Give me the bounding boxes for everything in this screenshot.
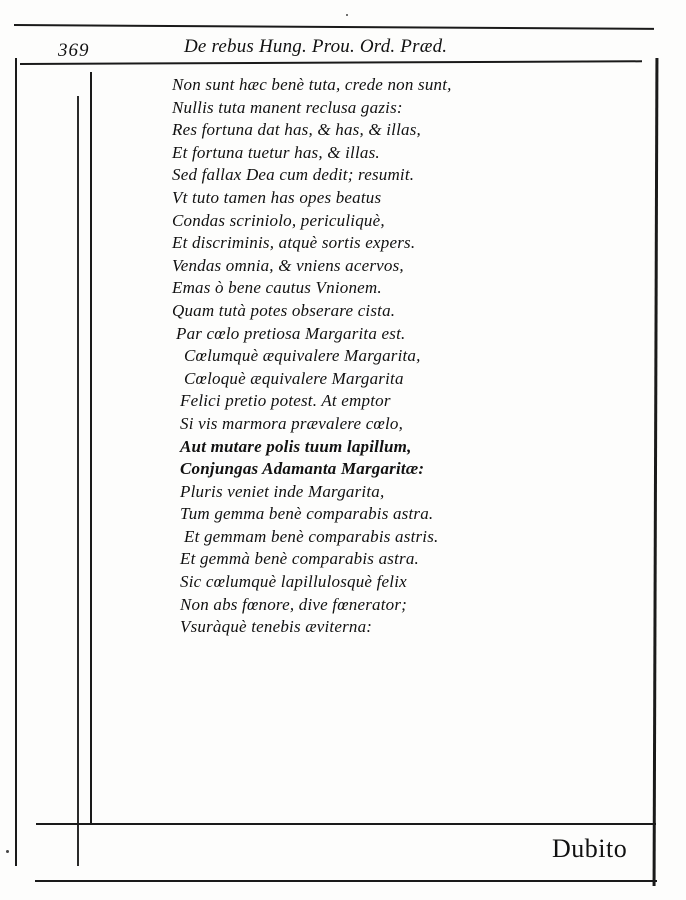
header-rule — [20, 60, 642, 65]
outer-margin-rule — [77, 96, 79, 866]
verse-line: Vsuràquè tenebis æviterna: — [180, 617, 373, 637]
verse-line: Si vis marmora prævalere cœlo, — [180, 413, 404, 433]
page-number: 369 — [58, 40, 90, 61]
verse-line: Sic cœlumquè lapillulosquè felix — [180, 572, 407, 592]
catchword: Dubito — [552, 834, 628, 863]
top-border-rule — [14, 24, 654, 30]
verse-line: Cœlumquè æquivalere Margarita, — [184, 346, 421, 366]
left-border-rule — [15, 58, 17, 866]
verse-line: Conjungas Adamanta Margaritæ: — [180, 459, 425, 479]
verse-line: Par cœlo pretiosa Margarita est. — [176, 323, 406, 343]
bottom-border-rule — [35, 880, 657, 882]
verse-line: Felici pretio potest. At emptor — [180, 391, 391, 411]
verse-line: Nullis tuta manent reclusa gazis: — [172, 97, 403, 117]
verse-line: Condas scriniolo, periculiquè, — [172, 210, 385, 230]
verse-line: Cœloquè æquivalere Margarita — [184, 368, 404, 388]
inner-margin-rule — [90, 72, 92, 824]
print-speck — [6, 850, 9, 853]
verse-block — [172, 74, 612, 639]
verse-line: Res fortuna dat has, & has, & illas, — [172, 120, 421, 140]
verse-line: Tum gemma benè comparabis astra. — [180, 504, 434, 524]
right-border-rule — [653, 58, 659, 886]
footer-rule — [36, 823, 656, 825]
verse-line: Quam tutà potes obserare cista. — [172, 300, 396, 320]
verse-line: Et fortuna tuetur has, & illas. — [172, 142, 380, 162]
print-speck — [346, 14, 348, 16]
verse-line: Non sunt hæc benè tuta, crede non sunt, — [172, 75, 452, 94]
verse-line: Emas ò bene cautus Vnionem. — [172, 278, 382, 298]
verse-line: Aut mutare polis tuum lapillum, — [180, 436, 412, 456]
running-head: De rebus Hung. Prou. Ord. Præd. — [184, 36, 448, 57]
verse-line: Et gemmà benè comparabis astra. — [180, 549, 419, 569]
verse-line: Vt tuto tamen has opes beatus — [172, 187, 382, 207]
verse-line: Et gemmam benè comparabis astris. — [184, 526, 439, 546]
verse-line: Et discriminis, atquè sortis expers. — [172, 233, 416, 253]
verse-line: Non abs fœnore, dive fœnerator; — [180, 594, 408, 614]
verse-line: Sed fallax Dea cum dedit; resumit. — [172, 165, 415, 185]
verse-line: Pluris veniet inde Margarita, — [180, 481, 385, 501]
verse-line: Vendas omnia, & vniens acervos, — [172, 255, 404, 275]
